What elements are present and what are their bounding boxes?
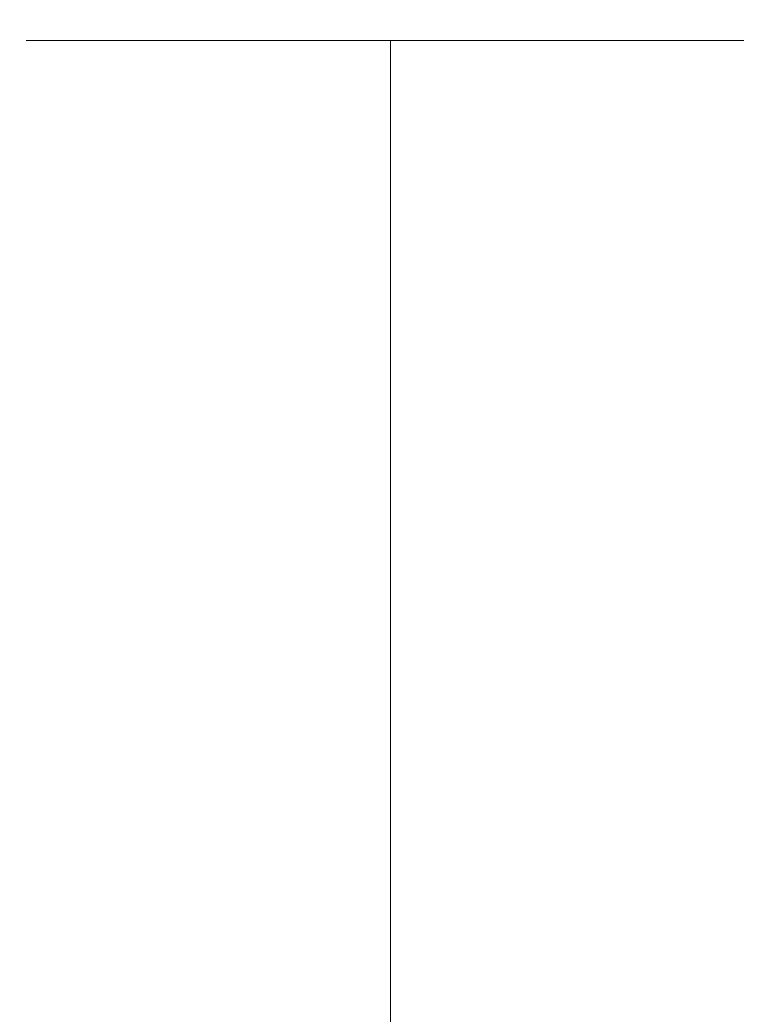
answer-options-row xyxy=(29,466,384,476)
answer-options-row xyxy=(29,559,384,569)
answer-options-row xyxy=(29,112,384,122)
answer-options-row xyxy=(29,320,384,330)
answer-options-row xyxy=(29,331,384,341)
left-column xyxy=(29,40,384,590)
answer-options-row xyxy=(29,154,384,164)
answer-options-row xyxy=(29,455,384,465)
answer-options-row xyxy=(29,434,384,444)
answer-options-row xyxy=(29,227,384,237)
answer-options-row xyxy=(29,486,384,496)
answer-options-row xyxy=(29,50,384,60)
answer-options-row xyxy=(29,81,384,91)
answer-options-row xyxy=(29,237,384,247)
answer-options-row xyxy=(29,247,384,257)
answer-options-row xyxy=(29,538,384,548)
answer-options-row xyxy=(29,507,384,517)
answer-options-row xyxy=(29,206,384,216)
answer-options-row xyxy=(29,133,384,143)
answer-options-row xyxy=(29,60,384,70)
answer-options-row xyxy=(29,144,384,154)
answer-options-row xyxy=(29,310,384,320)
answer-options-row xyxy=(29,528,384,538)
answer-options-row xyxy=(29,424,384,434)
answer-options-row xyxy=(29,372,384,382)
answer-options-row xyxy=(29,71,384,81)
answer-options-row xyxy=(29,497,384,507)
answer-options-row xyxy=(29,289,384,299)
answer-options-row xyxy=(29,279,384,289)
answer-options-row xyxy=(29,299,384,309)
answer-options-row xyxy=(29,393,384,403)
answer-options-row xyxy=(29,580,384,590)
right-column xyxy=(395,40,743,74)
answer-options-row xyxy=(29,445,384,455)
answer-options-row xyxy=(29,195,384,205)
answer-options-row xyxy=(29,518,384,528)
answer-options-row xyxy=(29,362,384,372)
answer-options-row xyxy=(29,216,384,226)
answer-options-row xyxy=(29,123,384,133)
question-list-algebra xyxy=(29,50,384,590)
answer-options-row xyxy=(29,341,384,351)
answer-options-row xyxy=(29,268,384,278)
answer-options-row xyxy=(29,164,384,174)
answer-options-row xyxy=(29,258,384,268)
answer-options-row xyxy=(29,414,384,424)
answer-options-row xyxy=(29,570,384,580)
answer-options-row xyxy=(29,476,384,486)
answer-options-row xyxy=(29,383,384,393)
answer-options-row xyxy=(29,92,384,102)
answer-options-row xyxy=(29,403,384,413)
column-divider xyxy=(390,40,391,1022)
answer-options-row xyxy=(29,549,384,559)
answer-options-row xyxy=(29,351,384,361)
answer-options-row xyxy=(29,175,384,185)
answer-options-row xyxy=(29,185,384,195)
answer-options-row xyxy=(29,102,384,112)
